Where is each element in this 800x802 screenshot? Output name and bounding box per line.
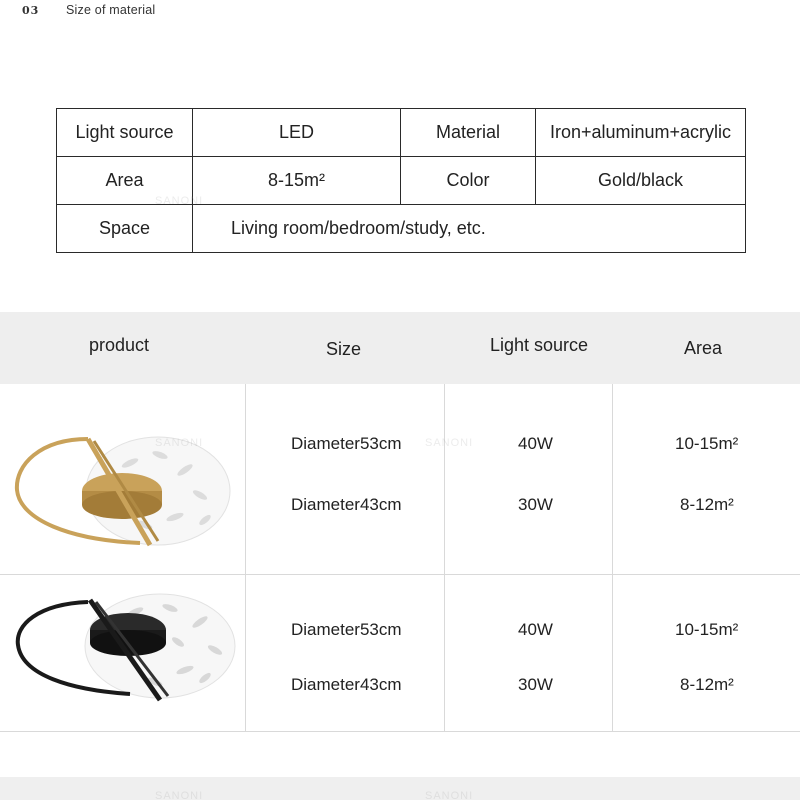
spec-label: Material [401, 109, 536, 157]
light-value: 30W [518, 495, 553, 514]
column-divider [245, 384, 246, 731]
area-value: 10-15m² [675, 434, 739, 453]
size-value: Diameter53cm [291, 620, 402, 639]
size-value: Diameter43cm [291, 495, 402, 514]
size-value: Diameter53cm [291, 434, 402, 453]
spec-table [56, 108, 746, 253]
spec-label: Space [57, 205, 193, 253]
row-divider [0, 574, 800, 575]
product-table-header [0, 312, 800, 384]
area-value: 10-15m² [675, 620, 739, 639]
light-value: 40W [518, 620, 553, 639]
section-number: 03 [22, 4, 40, 17]
watermark: SANONI [425, 437, 474, 449]
header-size: Size [326, 339, 362, 359]
spec-value: LED [193, 109, 401, 157]
spec-label: Light source [57, 109, 193, 157]
section-title: Size of material [66, 3, 156, 17]
column-divider [612, 384, 613, 731]
area-value: 8-12m² [680, 495, 734, 514]
light-value: 30W [518, 675, 553, 694]
spec-value: Gold/black [536, 157, 746, 205]
watermark: SANONI [155, 195, 204, 207]
spec-value: Iron+aluminum+acrylic [536, 109, 746, 157]
spec-value: Living room/bedroom/study, etc. [193, 205, 746, 253]
watermark: SANONI [155, 790, 204, 802]
header-light-source: Light source [490, 335, 589, 355]
spec-label: Area [57, 157, 193, 205]
row-divider [0, 731, 800, 732]
spec-value: 8-15m² [193, 157, 401, 205]
spec-row-light-source [57, 109, 746, 157]
size-value: Diameter43cm [291, 675, 402, 694]
spec-label: Color [401, 157, 536, 205]
area-value: 8-12m² [680, 675, 734, 694]
section-heading [22, 3, 155, 17]
header-area: Area [684, 338, 723, 358]
black-ceiling-lamp-image [10, 590, 240, 710]
header-product: product [89, 335, 150, 355]
watermark: SANONI [155, 437, 204, 449]
next-section-band [0, 777, 800, 800]
watermark: SANONI [425, 790, 474, 802]
spec-row-space [57, 205, 746, 253]
gold-ceiling-lamp-image [10, 425, 240, 560]
light-value: 40W [518, 434, 553, 453]
